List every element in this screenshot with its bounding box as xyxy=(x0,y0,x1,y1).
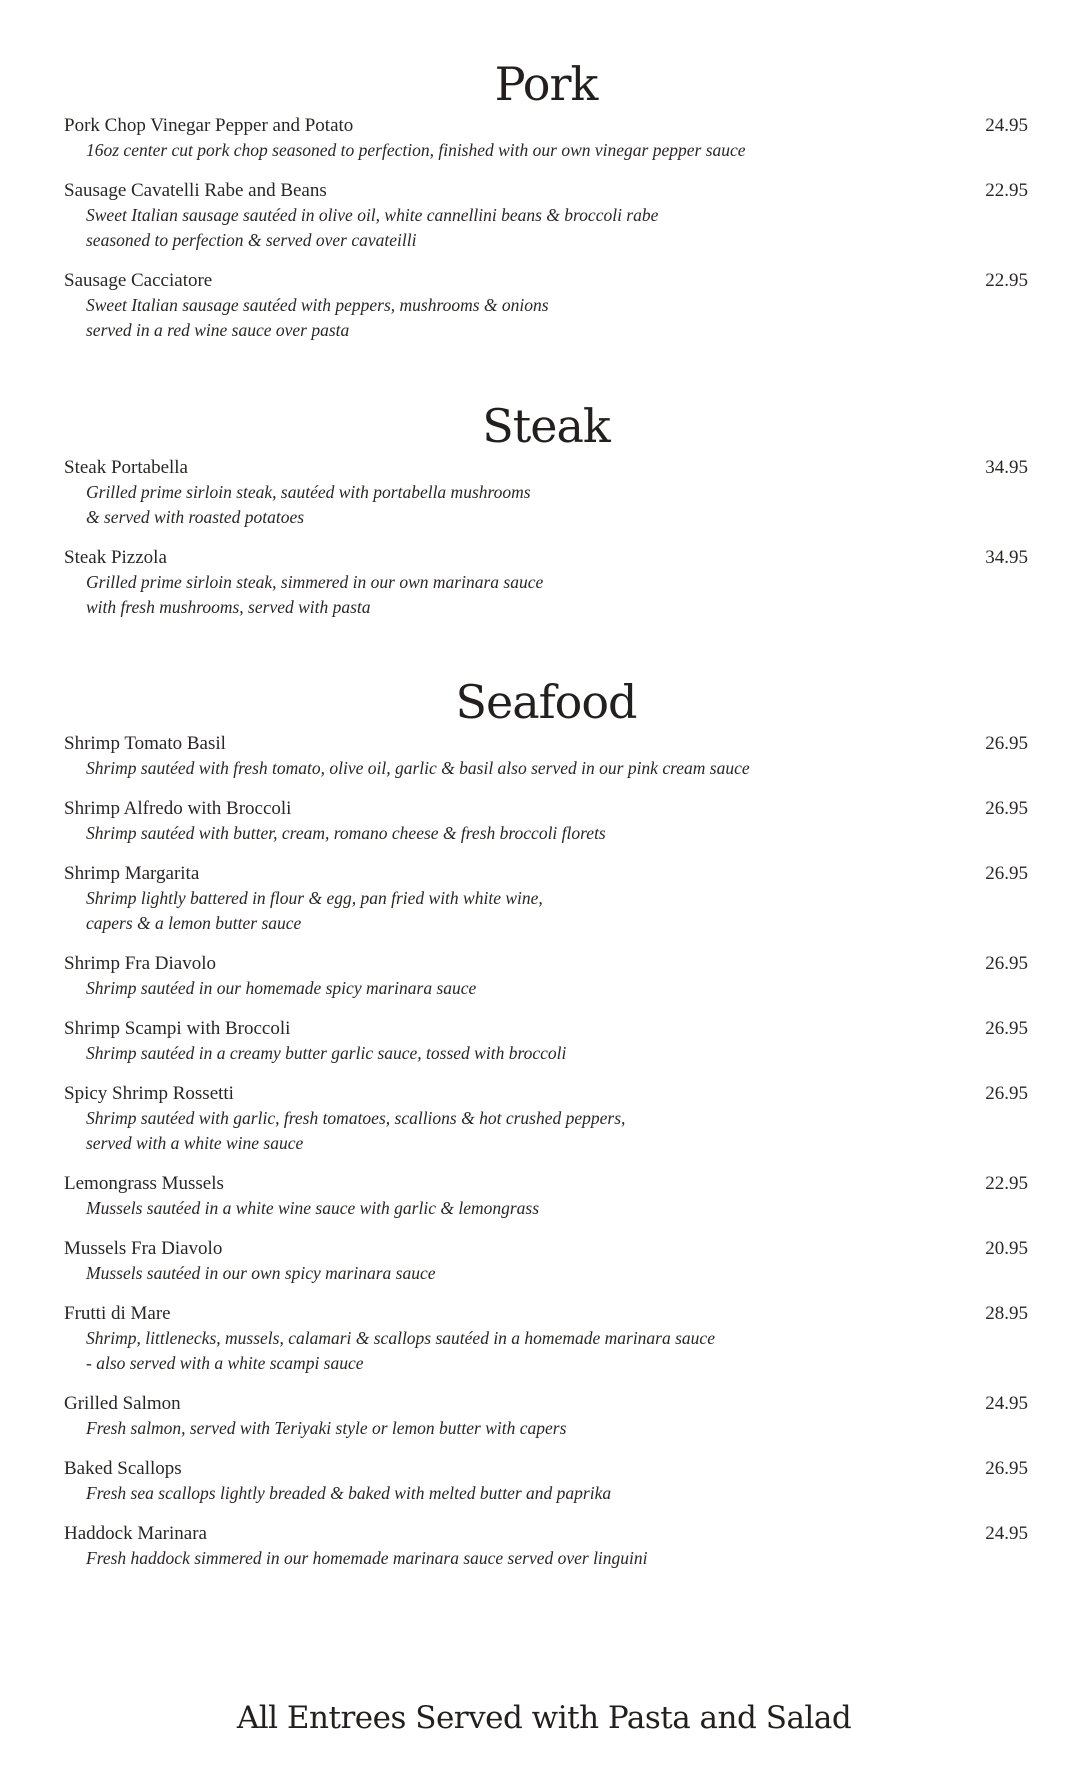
menu-item xyxy=(64,1017,1028,1066)
menu-item-header xyxy=(64,1522,1028,1546)
menu-item-description-line: seasoned to perfection & served over cavateilli xyxy=(86,230,417,250)
menu-item xyxy=(64,732,1028,781)
menu-item-name: Shrimp Tomato Basil xyxy=(64,733,226,754)
menu-item-name: Steak Pizzola xyxy=(64,547,167,568)
menu-item xyxy=(64,546,1028,620)
menu-item-header xyxy=(64,1172,1028,1196)
menu-item-description-line: Shrimp sautéed in a creamy butter garlic sauce, tossed with broccoli xyxy=(86,1043,567,1063)
menu-item-price: 26.95 xyxy=(985,798,1028,819)
menu-item-name: Shrimp Scampi with Broccoli xyxy=(64,1018,291,1039)
seafood-items xyxy=(64,732,1028,1571)
menu-item-description xyxy=(64,1106,1028,1156)
menu-item-name: Sausage Cavatelli Rabe and Beans xyxy=(64,180,327,201)
menu-item-description xyxy=(64,1261,1028,1286)
menu-item-price: 20.95 xyxy=(985,1238,1028,1259)
section-pork xyxy=(64,56,1028,359)
menu-item xyxy=(64,1237,1028,1286)
menu-item-header xyxy=(64,797,1028,821)
menu-item-header xyxy=(64,952,1028,976)
menu-item-header xyxy=(64,1392,1028,1416)
menu-item-description-line: Grilled prime sirloin steak, sautéed with portabella mushrooms xyxy=(86,482,531,502)
menu-item-description-line: served in a red wine sauce over pasta xyxy=(86,320,350,340)
menu-item xyxy=(64,456,1028,530)
menu-item-name: Steak Portabella xyxy=(64,457,188,478)
section-title-steak: Steak xyxy=(482,399,610,453)
menu-item-header xyxy=(64,1017,1028,1041)
menu-item xyxy=(64,1172,1028,1221)
menu-item-price: 34.95 xyxy=(985,547,1028,568)
menu-item-description-line: Mussels sautéed in a white wine sauce with garlic & lemongrass xyxy=(86,1198,540,1218)
menu-item-description-line: Shrimp sautéed with butter, cream, romano cheese & fresh broccoli florets xyxy=(86,823,606,843)
menu-item-description xyxy=(64,756,1028,781)
menu-item-price: 22.95 xyxy=(985,1173,1028,1194)
menu-item-description-line: 16oz center cut pork chop seasoned to perfection, finished with our own vinegar pepper sauce xyxy=(86,140,746,160)
menu-item-description-line: - also served with a white scampi sauce xyxy=(86,1353,364,1373)
menu-item-price: 28.95 xyxy=(985,1303,1028,1324)
menu-item-description xyxy=(64,293,1028,343)
menu-item xyxy=(64,1392,1028,1441)
menu-item-description xyxy=(64,1196,1028,1221)
menu-item-description xyxy=(64,1416,1028,1441)
menu-item-price: 26.95 xyxy=(985,1458,1028,1479)
menu-item-header xyxy=(64,1302,1028,1326)
menu-item-name: Spicy Shrimp Rossetti xyxy=(64,1083,234,1104)
menu-item-description-line: served with a white wine sauce xyxy=(86,1133,304,1153)
menu-item-header xyxy=(64,1237,1028,1261)
menu-item-header xyxy=(64,862,1028,886)
menu-item-header xyxy=(64,269,1028,293)
menu-item-description xyxy=(64,821,1028,846)
steak-items xyxy=(64,456,1028,620)
menu-item-description xyxy=(64,480,1028,530)
menu-item-name: Shrimp Margarita xyxy=(64,863,200,884)
menu-item-name: Shrimp Fra Diavolo xyxy=(64,953,216,974)
menu-item-description xyxy=(64,138,1028,163)
menu-item-description-line: Sweet Italian sausage sautéed in olive oil, white cannellini beans & broccoli rabe xyxy=(86,205,659,225)
menu-item-description xyxy=(64,203,1028,253)
pork-items xyxy=(64,114,1028,343)
menu-item xyxy=(64,269,1028,343)
menu-item-price: 22.95 xyxy=(985,180,1028,201)
menu-item-price: 26.95 xyxy=(985,863,1028,884)
menu-item-description xyxy=(64,976,1028,1001)
menu-item-header xyxy=(64,732,1028,756)
menu-item xyxy=(64,797,1028,846)
footer-note: All Entrees Served with Pasta and Salad xyxy=(236,1700,852,1736)
menu-item-header xyxy=(64,456,1028,480)
menu-item-description-line: Shrimp sautéed with garlic, fresh tomatoes, scallions & hot crushed peppers, xyxy=(86,1108,626,1128)
menu-item-description xyxy=(64,570,1028,620)
section-title-seafood: Seafood xyxy=(455,675,637,729)
menu-item-name: Shrimp Alfredo with Broccoli xyxy=(64,798,292,819)
menu-item xyxy=(64,1302,1028,1376)
menu-item-price: 26.95 xyxy=(985,1083,1028,1104)
menu-item-description-line: capers & a lemon butter sauce xyxy=(86,913,302,933)
menu-item xyxy=(64,862,1028,936)
menu-item-price: 22.95 xyxy=(985,270,1028,291)
menu-item-price: 26.95 xyxy=(985,1018,1028,1039)
menu-item-name: Pork Chop Vinegar Pepper and Potato xyxy=(64,115,354,136)
menu-item-description-line: & served with roasted potatoes xyxy=(86,507,305,527)
menu-item-header xyxy=(64,1457,1028,1481)
menu-item-description-line: Shrimp lightly battered in flour & egg, pan fried with white wine, xyxy=(86,888,543,908)
menu-item-description-line: Fresh salmon, served with Teriyaki style or lemon butter with capers xyxy=(86,1418,567,1438)
menu-item-name: Sausage Cacciatore xyxy=(64,270,213,291)
menu-item-description-line: Fresh sea scallops lightly breaded & baked with melted butter and paprika xyxy=(86,1483,612,1503)
menu-item-name: Lemongrass Mussels xyxy=(64,1173,224,1194)
section-steak xyxy=(64,398,1028,636)
menu-item-header xyxy=(64,114,1028,138)
menu-item-description xyxy=(64,886,1028,936)
menu-item-description-line: Mussels sautéed in our own spicy marinara sauce xyxy=(86,1263,436,1283)
menu-item-header xyxy=(64,546,1028,570)
menu-item-description-line: Shrimp sautéed in our homemade spicy marinara sauce xyxy=(86,978,477,998)
menu-item-description xyxy=(64,1546,1028,1571)
menu-item-name: Baked Scallops xyxy=(64,1458,182,1479)
menu-item xyxy=(64,179,1028,253)
menu-item-description-line: Fresh haddock simmered in our homemade marinara sauce served over linguini xyxy=(86,1548,648,1568)
section-title-pork: Pork xyxy=(494,57,598,111)
menu-item-description-line: Shrimp, littlenecks, mussels, calamari & scallops sautéed in a homemade marinara sauce xyxy=(86,1328,715,1348)
menu-item-description xyxy=(64,1041,1028,1066)
menu-item-price: 34.95 xyxy=(985,457,1028,478)
section-seafood xyxy=(64,674,1028,1587)
menu-item-description-line: Grilled prime sirloin steak, simmered in our own marinara sauce xyxy=(86,572,544,592)
menu-item-price: 26.95 xyxy=(985,953,1028,974)
menu-item xyxy=(64,114,1028,163)
menu-item-price: 26.95 xyxy=(985,733,1028,754)
menu-item-description xyxy=(64,1481,1028,1506)
menu-item xyxy=(64,1522,1028,1571)
menu-item-name: Grilled Salmon xyxy=(64,1393,181,1414)
menu-item-description xyxy=(64,1326,1028,1376)
menu-item-name: Mussels Fra Diavolo xyxy=(64,1238,223,1259)
menu-item-description-line: Shrimp sautéed with fresh tomato, olive oil, garlic & basil also served in our pink cream sauce xyxy=(86,758,750,778)
menu-item-description-line: with fresh mushrooms, served with pasta xyxy=(86,597,371,617)
menu-item-name: Frutti di Mare xyxy=(64,1303,171,1324)
menu-item-description-line: Sweet Italian sausage sautéed with peppers, mushrooms & onions xyxy=(86,295,549,315)
menu-item-name: Haddock Marinara xyxy=(64,1523,207,1544)
menu-item xyxy=(64,1457,1028,1506)
menu-item-header xyxy=(64,179,1028,203)
menu-item-price: 24.95 xyxy=(985,1523,1028,1544)
menu-item-header xyxy=(64,1082,1028,1106)
menu-item-price: 24.95 xyxy=(985,115,1028,136)
menu-item xyxy=(64,952,1028,1001)
menu-item-price: 24.95 xyxy=(985,1393,1028,1414)
menu-item xyxy=(64,1082,1028,1156)
